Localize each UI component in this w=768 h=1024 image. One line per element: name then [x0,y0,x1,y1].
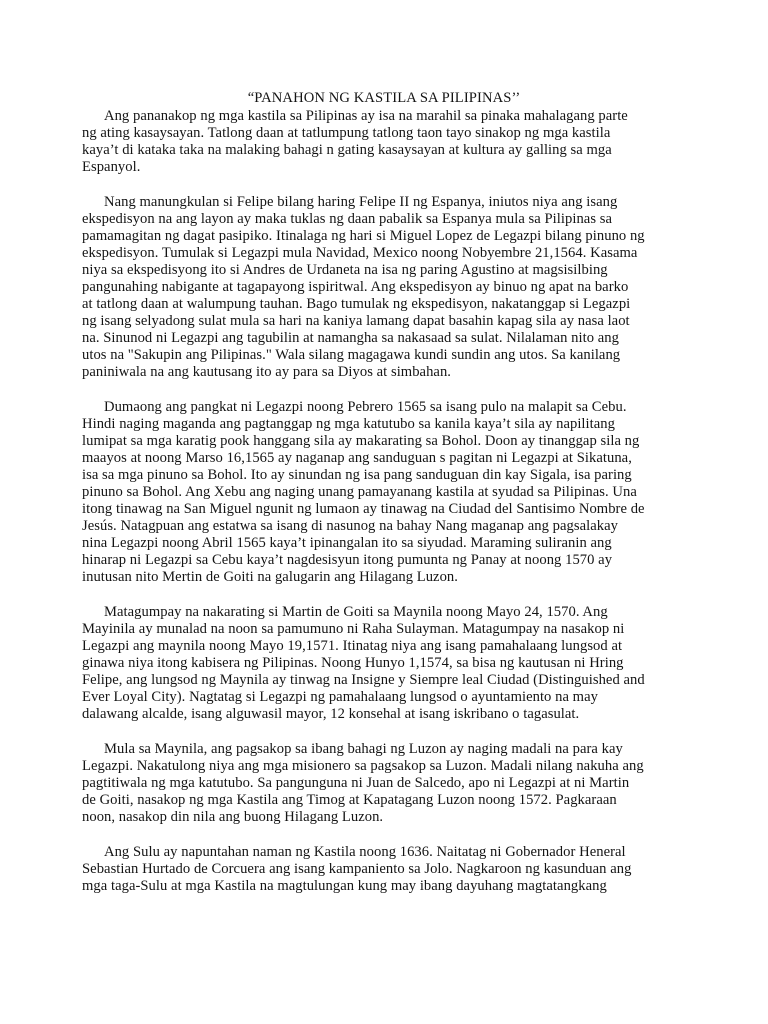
paragraph [82,844,690,895]
text-line: utos na "Sakupin ang Pilipinas." Wala silang magagawa kundi sundin ang utos. Sa kanilang [82,347,621,363]
text-line: Mayinila ay munalad na noon sa pamumuno ni Raha Sulayman. Matagumpay na nasakop ni [82,621,625,637]
text-line: Jesús. Natagpuan ang estatwa sa isang di nasunog na bahay Nang maganap ang pagsalakay [82,518,618,534]
text-line: inutusan nito Mertin de Goiti na galugarin ang Hilagang Luzon. [82,569,458,585]
text-line: ginawa niya itong kabisera ng Pilipinas. Noong Hunyo 1,1574, sa bisa ng kautusan ni Hring [82,655,624,671]
text-line: Mula sa Maynila, ang pagsakop sa ibang bahagi ng Luzon ay naging madali na para kay [104,741,623,757]
paragraph [82,194,690,381]
text-line: ekspedisyon. Tumulak si Legazpi mula Navidad, Mexico noong Nobyembre 21,1564. Kasama [82,245,638,261]
text-line: Nang manungkulan si Felipe bilang haring Felipe II ng Espanya, iniutos niya ang isang [104,194,618,210]
document-title: “PANAHON NG KASTILA SA PILIPINAS’’ [247,90,521,106]
text-line: Legazpi ang maynila noong Mayo 19,1571. Itinatag niya ang isang pamahalaang lungsod at [82,638,623,654]
text-line: Ang Sulu ay napuntahan naman ng Kastila noong 1636. Naitatag ni Gobernador Heneral [104,844,626,860]
text-line: Matagumpay na nakarating si Martin de Goiti sa Maynila noong Mayo 24, 1570. Ang [104,604,608,620]
text-line: maayos at noong Marso 16,1565 ay naganap ang sanduguan s pagitan ni Legazpi at Sikatuna, [82,450,632,466]
text-line: Legazpi. Nakatulong niya ang mga misionero sa pagsakop sa Luzon. Madali nilang nakuha ang [82,758,644,774]
text-line: Ang pananakop ng mga kastila sa Pilipinas ay isa na marahil sa pinaka mahalagang parte [104,108,628,124]
text-line: isa sa mga pinuno sa Bohol. Ito ay sinundan ng isa pang sanduguan din kay Sigala, isa paring [82,467,632,483]
text-line: paniniwala na ang kautusang ito ay para sa Diyos at simbahan. [82,364,452,380]
text-line: de Goiti, nasakop ng mga Kastila ang Timog at Kapatagang Luzon noong 1572. Pagkaraan [82,792,617,808]
paragraph [82,108,690,176]
text-line: pangunahing nabigante at tagapayong ispiritwal. Ang ekspedisyon ay binuo ng apat na barko [82,279,629,295]
paragraph [82,399,690,586]
document-body [82,108,690,913]
text-line: ng ating kasaysayan. Tatlong daan at tatlumpung tatlong taon tayo sinakop ng mga kastila [82,125,611,141]
text-line: at tatlong daan at walumpung tauhan. Bago tumulak ng ekspedisyon, nakatanggap si Legazpi [82,296,631,312]
text-line: Felipe, ang lungsod ng Maynila ay tinwag na Insigne y Siempre leal Ciudad (Distinguished and [82,672,645,688]
text-line: Espanyol. [82,159,141,175]
text-line: na. Sinunod ni Legazpi ang tagubilin at namangha sa nakasaad sa sulat. Nilalaman nito ang [82,330,619,346]
text-line: Hindi naging maganda ang pagtanggap ng mga katutubo sa kanila kaya’t sila ay napilitang [82,416,615,432]
text-line: Sebastian Hurtado de Corcuera ang isang kampaniento sa Jolo. Nagkaroon ng kasunduan ang [82,861,632,877]
text-line: nina Legazpi noong Abril 1565 kaya’t ipinangalan ito sa siyudad. Maraming suliranin ang [82,535,612,551]
text-line: pamamagitan ng dagat pasipiko. Itinalaga ng hari si Miguel Lopez de Legazpi bilang pinuno ng [82,228,645,244]
paragraph [82,741,690,826]
text-line: ekspedisyon na ang layon ay maka tuklas ng daan pabalik sa Espanya mula sa Pilipinas sa [82,211,613,227]
text-line: mga taga-Sulu at mga Kastila na magtulungan kung may ibang dayuhang magtatangkang [82,878,607,894]
text-line: niya sa ekspedisyong ito si Andres de Urdaneta na isa ng paring Agustino at magsisilbing [82,262,608,278]
text-line: Ever Loyal City). Nagtatag si Legazpi ng pamahalaang lungsod o ayuntamiento na may [82,689,598,705]
text-line: dalawang alcalde, isang alguwasil mayor, 12 konsehal at isang iskribano o tagasulat. [82,706,580,722]
text-line: hinarap ni Legazpi sa Cebu kaya’t nagdesisyun itong pumunta ng Panay at noong 1570 ay [82,552,613,568]
text-line: ng isang selyadong sulat mula sa hari na kaniya lamang dapat basahin kapag sila ay nasa laot [82,313,630,329]
text-line: noon, nasakop din nila ang buong Hilagang Luzon. [82,809,384,825]
text-line: Dumaong ang pangkat ni Legazpi noong Pebrero 1565 sa isang pulo na malapit sa Cebu. [104,399,627,415]
text-line: lumipat sa mga karatig pook hanggang sila ay makarating sa Bohol. Doon ay tinanggap sila ng [82,433,640,449]
text-line: itong tinawag na San Miguel ngunit ng lumaon ay tinawag na Ciudad del Santisimo Nombre de [82,501,645,517]
text-line: pagtitiwala ng mga katutubo. Sa pangunguna ni Juan de Salcedo, apo ni Legazpi at ni Martin [82,775,630,791]
paragraph [82,604,690,723]
text-line: pinuno sa Bohol. Ang Xebu ang naging unang pamayanang kastila at syudad sa Pilipinas. Una [82,484,637,500]
text-line: kaya’t di kataka taka na malaking bahagi n gating kasaysayan at kultura ay galling sa mga [82,142,612,158]
